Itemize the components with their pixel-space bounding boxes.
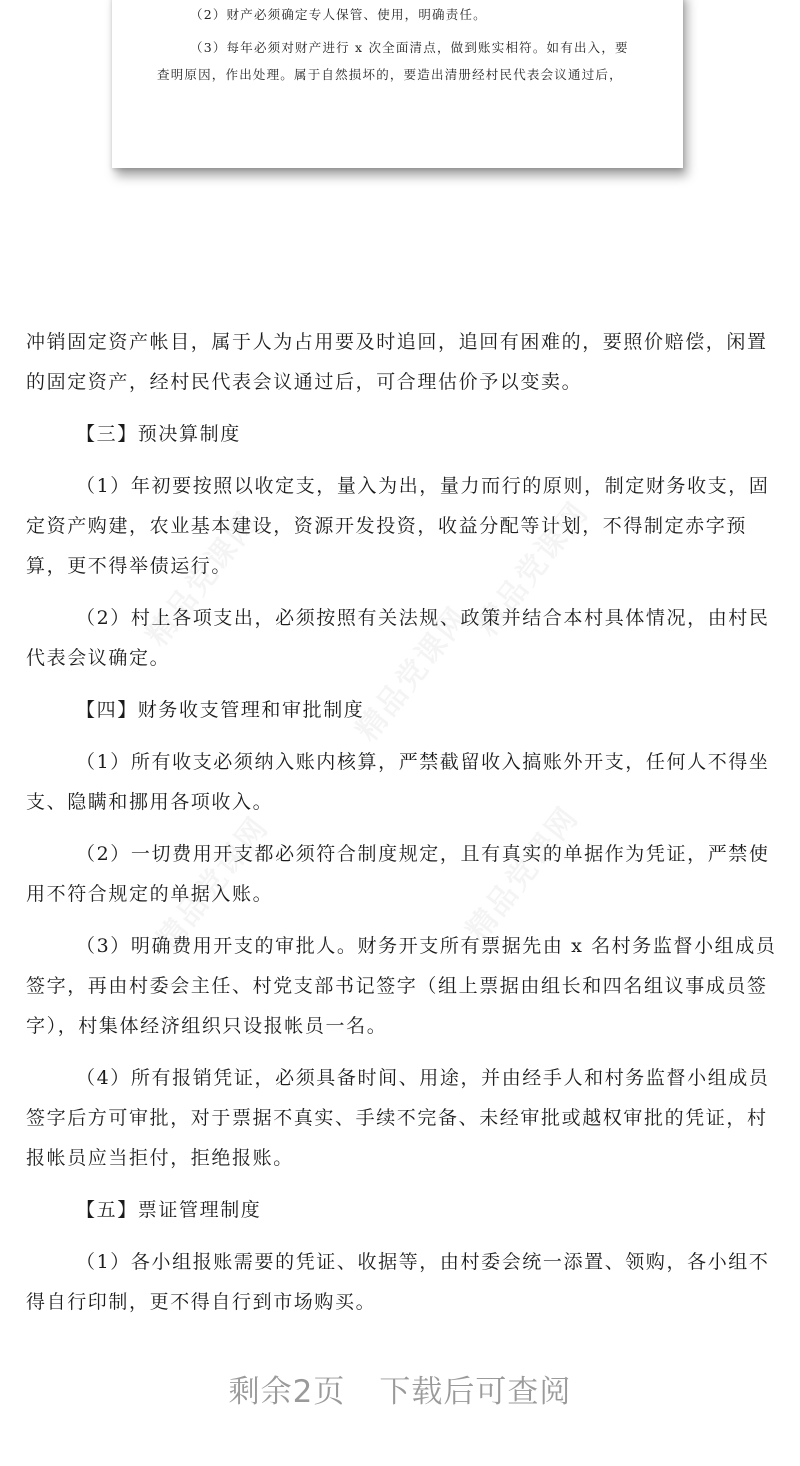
remaining-pages-label: 剩余2页 bbox=[228, 1374, 346, 1410]
paragraph-voucher-1: （1）各小组报账需要的凭证、收据等，由村委会统一添置、领购，各小组不得自行印制，更不得自行到市场购买。 bbox=[26, 1251, 770, 1313]
section-heading-voucher: 【五】票证管理制度 bbox=[76, 1199, 262, 1221]
preview-line: 查明原因，作出处理。属于自然损坏的，要造出清册经村民代表会议通过后， bbox=[157, 67, 623, 82]
preview-line: （2）财产必须确定专人保管、使用，明确责任。 bbox=[190, 7, 487, 22]
page-preview-card bbox=[112, 0, 683, 168]
paragraph-budget-1: （1）年初要按照以收定支，量入为出，量力而行的原则，制定财务收支，固定资产购建，农业基本建设，资源开发投资，收益分配等计划，不得制定赤字预算，更不得举债运行。 bbox=[26, 475, 770, 577]
paragraph-approval-4: （4）所有报销凭证，必须具备时间、用途，并由经手人和村务监督小组成员签字后方可审批，对于票据不真实、手续不完备、未经审批或越权审批的凭证，村报帐员应当拒付，拒绝报账。 bbox=[26, 1067, 770, 1169]
paragraph-approval-3: （3）明确费用开支的审批人。财务开支所有票据先由 x 名村务监督小组成员签字，再由村委会主任、村党支部书记签字（组上票据由组长和四名组议事成员签字），村集体经济组织只设报帐员一名。 bbox=[26, 935, 777, 1037]
paragraph-asset-disposal: 冲销固定资产帐目，属于人为占用要及时追回，追回有困难的，要照价赔偿，闲置的固定资产，经村民代表会议通过后，可合理估价予以变卖。 bbox=[26, 331, 768, 393]
download-prompt[interactable] bbox=[0, 1366, 800, 1411]
section-heading-approval: 【四】财务收支管理和审批制度 bbox=[76, 699, 365, 721]
paragraph-approval-1: （1）所有收支必须纳入账内核算，严禁截留收入搞账外开支，任何人不得坐支、隐瞒和挪用各项收入。 bbox=[26, 751, 770, 813]
section-heading-budget: 【三】预决算制度 bbox=[76, 423, 241, 445]
paragraph-approval-2: （2）一切费用开支都必须符合制度规定，且有真实的单据作为凭证，严禁使用不符合规定的单据入账。 bbox=[26, 843, 770, 905]
paragraph-budget-2: （2）村上各项支出，必须按照有关法规、政策并结合本村具体情况，由村民代表会议确定。 bbox=[26, 607, 770, 669]
download-to-view-label: 下载后可查阅 bbox=[379, 1374, 572, 1410]
document-body bbox=[26, 322, 778, 1334]
preview-line: （3）每年必须对财产进行 x 次全面清点，做到账实相符。如有出入，要 bbox=[190, 40, 629, 55]
